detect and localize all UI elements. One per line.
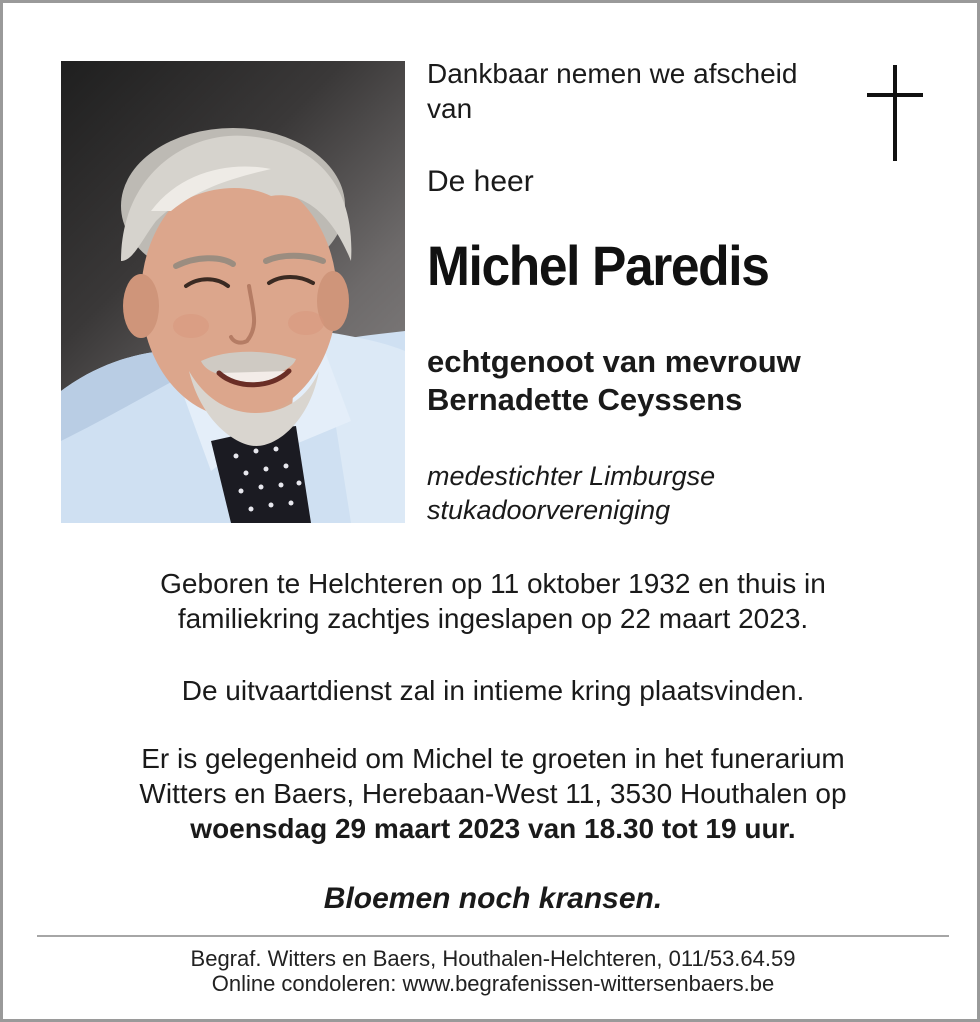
title-prefix: De heer xyxy=(427,165,534,198)
spouse-line-1: echtgenoot van mevrouw xyxy=(427,344,801,379)
born-line-2: familiekring zachtjes ingeslapen op 22 maart 2023. xyxy=(177,603,809,634)
footer-divider xyxy=(37,935,949,937)
service-paragraph: De uitvaartdienst zal in intieme kring plaatsvinden. xyxy=(181,675,805,706)
visit-line-2: Witters en Baers, Herebaan-West 11, 3530 Houthalen op xyxy=(139,778,847,809)
visit-line-1: Er is gelegenheid om Michel te groeten in het funerarium xyxy=(141,743,845,774)
intro-text xyxy=(427,56,797,126)
footer xyxy=(43,946,943,996)
closing-note: Bloemen noch kransen. xyxy=(323,882,663,915)
spouse-info xyxy=(427,343,801,419)
intro-line-1: Dankbaar nemen we afscheid xyxy=(427,58,798,89)
visit-line-3: woensdag 29 maart 2023 van 18.30 tot 19 uur. xyxy=(190,813,796,844)
cross-icon xyxy=(865,65,927,165)
portrait-illustration xyxy=(61,61,405,523)
footer-line-1: Begraf. Witters en Baers, Houthalen-Helchteren, 011/53.64.59 xyxy=(190,946,796,971)
footer-line-2: Online condoleren: www.begrafenissen-wittersenbaers.be xyxy=(211,971,775,996)
spouse-line-2: Bernadette Ceyssens xyxy=(427,382,743,417)
birth-death-paragraph xyxy=(43,566,943,636)
portrait-photo xyxy=(61,61,405,523)
intro-line-2: van xyxy=(427,93,473,124)
born-line-1: Geboren te Helchteren op 11 oktober 1932 en thuis in xyxy=(160,568,826,599)
role-line-1: medestichter Limburgse xyxy=(427,461,716,491)
role-line-2: stukadoorvereniging xyxy=(427,495,671,525)
role-info xyxy=(427,459,715,527)
deceased-name: Michel Paredis xyxy=(427,234,769,297)
visitation-paragraph xyxy=(43,741,943,846)
